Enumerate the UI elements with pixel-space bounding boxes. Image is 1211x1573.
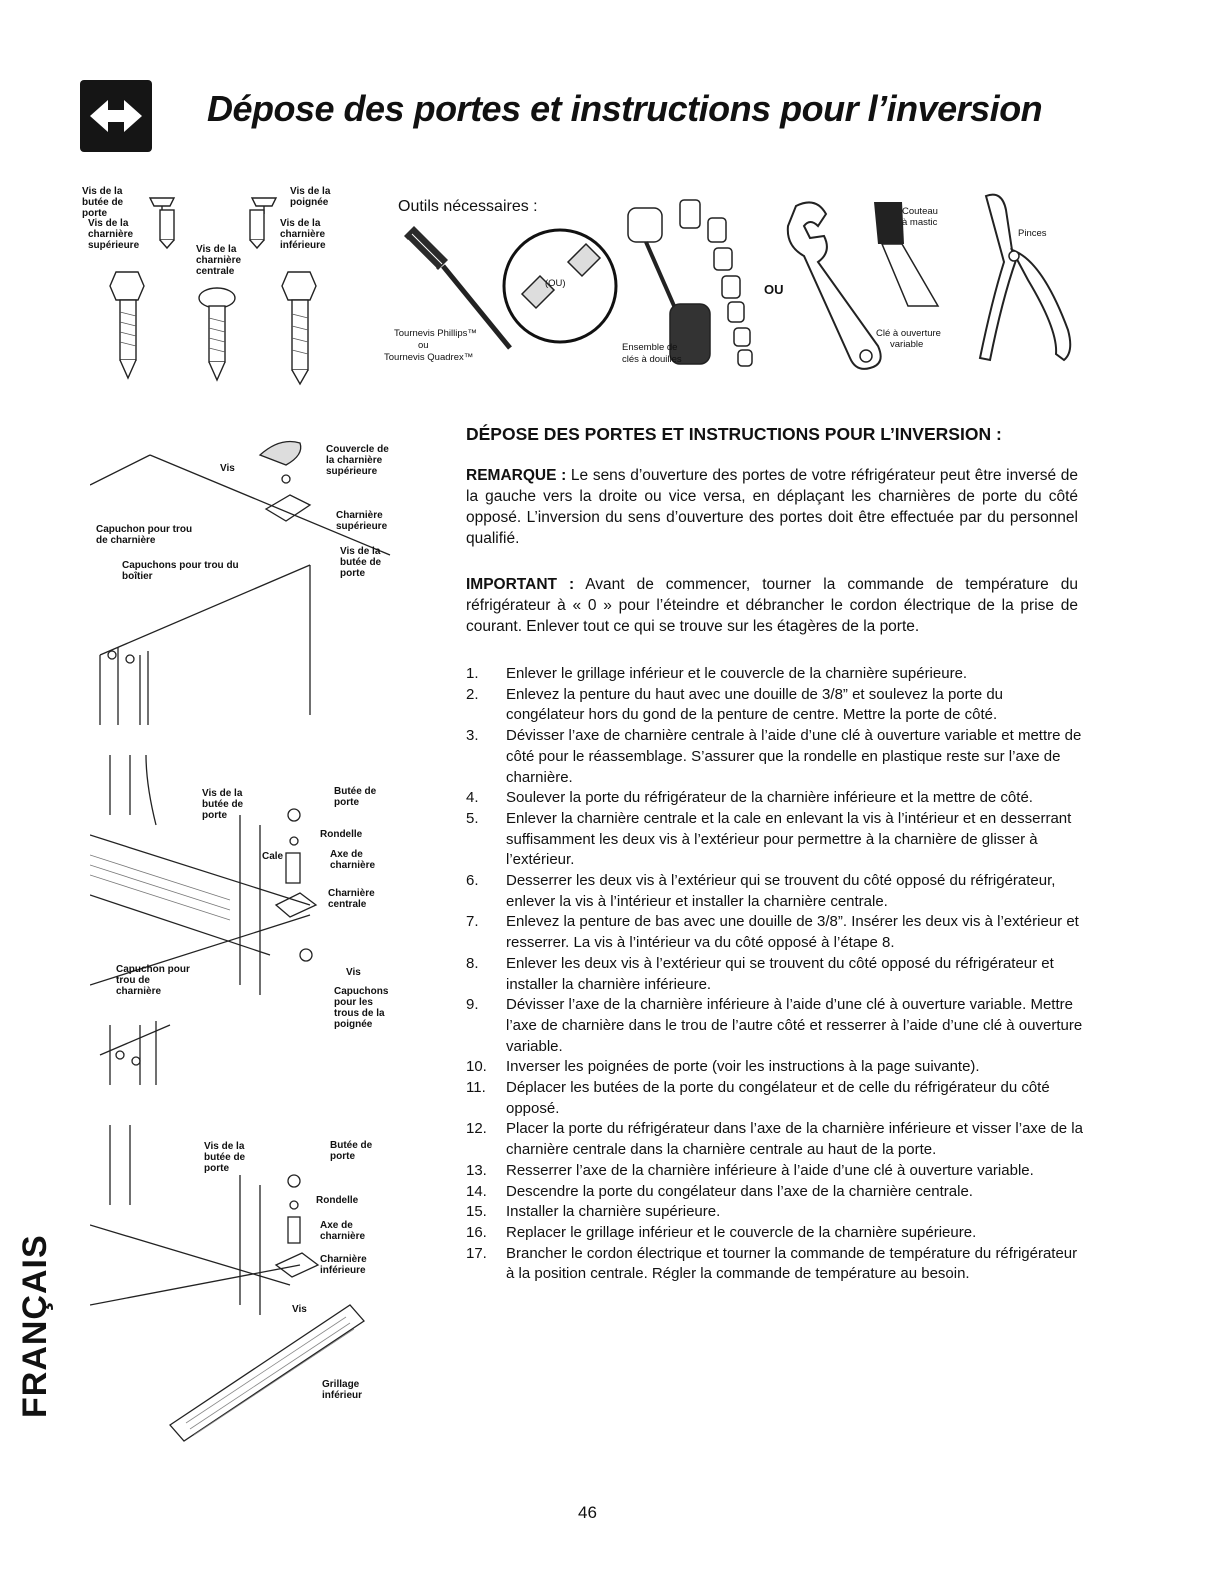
sockets-label-1: Ensemble de <box>622 342 678 353</box>
wrench-label-2: variable <box>890 339 924 350</box>
screw-label-bottom-hinge: Vis de la charnière inférieure <box>280 218 326 251</box>
wrench-label-1: Clé à ouverture <box>876 328 941 339</box>
screw-label-center-hinge: Vis de la charnière centrale <box>196 244 242 277</box>
top-label-screw: Vis <box>220 463 235 474</box>
step-text: Placer la porte du réfrigérateur dans l’axe de la charnière inférieure et visser l’axe de la charnière centrale dans la charnière centrale au haut de la porte. <box>506 1120 1083 1159</box>
mid-label-shim: Cale <box>262 851 284 862</box>
step-number: 2. <box>466 685 479 703</box>
important-text: Avant de commencer, tourner la commande de température du réfrigérateur à « 0 » pour l’éteindre et débrancher le cordon électrique de la prise de courant. Enlever tout ce qui se trouve sur les étagères de la porte. <box>466 576 1078 635</box>
step-text: Desserrer les deux vis à l’extérieur qui se trouvent du côté opposé du réfrigérateur, enlever la vis à l’intérieur et installer la charnière centrale. <box>506 872 1056 910</box>
steps-list <box>466 664 1084 1285</box>
step-number: 15. <box>466 1203 487 1221</box>
step-text: Enlever la charnière centrale et la cale en enlevant la vis à l’intérieur et en desserrant suffisamment les deux vis à l’extérieur pour permettre à la charnière de glisser à l’extérieur. <box>506 809 1072 869</box>
step-text: Déplacer les butées de la porte du congélateur et de celle du réfrigérateur du côté opposé. <box>506 1079 1050 1117</box>
step-number: 5. <box>466 809 479 827</box>
page-number: 46 <box>578 1503 597 1522</box>
step-item <box>466 685 1084 726</box>
putty-knife-label-2: à mastic <box>902 217 938 228</box>
step-number: 4. <box>466 789 479 807</box>
top-label-hinge-hole-cap: Capuchon pour trou de charnière <box>96 524 193 546</box>
step-text: Enlevez la penture du haut avec une douille de 3/8” et soulevez la porte du congélateur hors du gond de la penture de centre. Mettre la porte de côté. <box>506 685 1004 724</box>
section-heading: DÉPOSE DES PORTES ET INSTRUCTIONS POUR L’INVERSION : <box>466 424 1002 444</box>
step-text: Soulever la porte du réfrigérateur de la charnière inférieure et la mettre de côté. <box>506 789 1033 807</box>
step-text: Enlever les deux vis à l’extérieur qui se trouvent du côté opposé du réfrigérateur et installer la charnière inférieure. <box>506 954 1054 993</box>
remarque-text: Le sens d’ouverture des portes de votre réfrigérateur peut être inversé de la gauche vers la droite ou vice versa, en déplaçant les charnières de porte du côté opposé. L’inversion du sens d’ouverture des portes doit être effectuée par du personnel qualifié. <box>466 467 1079 547</box>
step-item <box>466 995 1084 1057</box>
step-number: 10. <box>466 1058 487 1076</box>
step-item <box>466 1078 1084 1119</box>
step-item <box>466 809 1084 871</box>
top-label-hinge-cover: Couvercle de la charnière supérieure <box>326 444 389 477</box>
step-text: Installer la charnière supérieure. <box>506 1203 721 1221</box>
step-number: 6. <box>466 872 479 890</box>
remarque-paragraph <box>466 465 1078 549</box>
mid-label-handle-hole-caps: Capuchons pour les trous de la poignée <box>334 986 389 1030</box>
bot-label-door-stop-screw: Vis de la butée de porte <box>204 1141 246 1174</box>
step-item <box>466 664 1084 685</box>
step-text: Enlever le grillage inférieur et le couvercle de la charnière supérieure. <box>506 665 968 682</box>
step-text: Dévisser l’axe de la charnière inférieure à l’aide d’une clé à ouverture variable. Mettre l’axe de charnière dans le trou de l’autre côté et resserrer à l’aide d’une clé à ouverture variable. <box>506 996 1083 1055</box>
pliers-icon <box>972 190 1082 370</box>
step-item <box>466 1161 1084 1182</box>
step-text: Brancher le cordon électrique et tourner la commande de température du réfrigérateur à la position centrale. Régler la commande de température au besoin. <box>506 1244 1078 1283</box>
remarque-label: REMARQUE : <box>466 467 567 484</box>
bot-label-washer: Rondelle <box>316 1195 359 1206</box>
page-title: Dépose des portes et instructions pour l’inversion <box>207 88 1043 129</box>
step-number: 12. <box>466 1120 487 1138</box>
step-number: 14. <box>466 1182 487 1200</box>
step-number: 11. <box>466 1079 486 1097</box>
step-item <box>466 1244 1084 1285</box>
bot-label-door-stop: Butée de porte <box>330 1140 373 1162</box>
putty-knife-label-1: Couteau <box>902 206 938 217</box>
step-number: 17. <box>466 1244 487 1262</box>
screwdriver-label-2: ou <box>418 340 429 351</box>
pliers-label: Pinces <box>1018 228 1047 239</box>
important-label: IMPORTANT : <box>466 576 575 593</box>
double-arrow-icon <box>80 80 152 152</box>
screwdriver-label-3: Tournevis Quadrex™ <box>384 352 474 363</box>
mid-label-washer: Rondelle <box>320 829 363 840</box>
sockets-label-2: clés à douilles <box>622 354 682 365</box>
step-text: Replacer le grillage inférieur et le couvercle de la charnière supérieure. <box>506 1223 977 1241</box>
mid-label-door-stop-screw: Vis de la butée de porte <box>202 788 244 821</box>
step-number: 13. <box>466 1161 487 1179</box>
step-number: 8. <box>466 954 479 972</box>
language-tab: FRANÇAIS <box>16 1234 54 1418</box>
screw-label-door-stop: Vis de la butée de porte <box>82 186 124 219</box>
screwdriver-label-1: Tournevis Phillips™ <box>394 328 477 339</box>
step-item <box>466 1119 1084 1160</box>
bot-label-hinge-pin: Axe de charnière <box>320 1220 366 1242</box>
or-label: OU <box>764 282 784 297</box>
step-text: Inverser les poignées de porte (voir les instructions à la page suivante). <box>506 1058 980 1076</box>
mid-label-hinge-pin: Axe de charnière <box>330 849 376 871</box>
mid-label-door-stop: Butée de porte <box>334 786 377 808</box>
step-number: 7. <box>466 913 479 931</box>
step-item <box>466 788 1084 809</box>
top-label-top-hinge: Charnière supérieure <box>336 510 388 532</box>
step-number: 1. <box>466 665 479 682</box>
step-number: 9. <box>466 996 479 1014</box>
step-item <box>466 1057 1084 1078</box>
step-item <box>466 871 1084 912</box>
bot-label-bottom-grille: Grillage inférieur <box>322 1379 363 1401</box>
tools-heading: Outils nécessaires : <box>398 198 538 215</box>
step-text: Enlevez la penture de bas avec une douille de 3/8”. Insérer les deux vis à l’extérieur et resserrer. La vis à l’intérieur va du côté opposé à l’étape 8. <box>506 913 1079 952</box>
screw-label-top-hinge: Vis de la charnière supérieure <box>88 218 140 251</box>
top-label-door-stop-screw: Vis de la butée de porte <box>340 546 382 579</box>
important-paragraph <box>466 574 1078 637</box>
step-item <box>466 726 1084 788</box>
mid-label-hinge-hole-cap: Capuchon pour trou de charnière <box>116 964 190 997</box>
step-item <box>466 1182 1084 1203</box>
step-text: Resserrer l’axe de la charnière inférieure à l’aide d’une clé à ouverture variable. <box>506 1161 1034 1179</box>
step-item <box>466 912 1084 953</box>
header-icon <box>80 80 152 152</box>
mid-label-center-hinge: Charnière centrale <box>328 888 375 910</box>
bot-label-screw: Vis <box>292 1304 307 1315</box>
top-label-cabinet-hole-caps: Capuchons pour trou du boîtier <box>122 560 239 582</box>
step-text: Dévisser l’axe de charnière centrale à l’aide d’une clé à ouverture variable et mettre de côté pour le réassemblage. S’assurer que la rondelle en plastique reste sur l’axe de charnière. <box>506 727 1082 786</box>
mid-label-screw: Vis <box>346 967 361 978</box>
step-text: Descendre la porte du congélateur dans l’axe de la charnière centrale. <box>506 1182 973 1200</box>
bit-or-label: (OU) <box>545 278 566 289</box>
step-item <box>466 954 1084 995</box>
screw-label-handle: Vis de la poignée <box>290 186 331 208</box>
step-item <box>466 1202 1084 1223</box>
bot-label-bottom-hinge: Charnière inférieure <box>320 1254 367 1276</box>
step-item <box>466 1223 1084 1244</box>
step-number: 16. <box>466 1223 487 1241</box>
step-number: 3. <box>466 727 479 745</box>
